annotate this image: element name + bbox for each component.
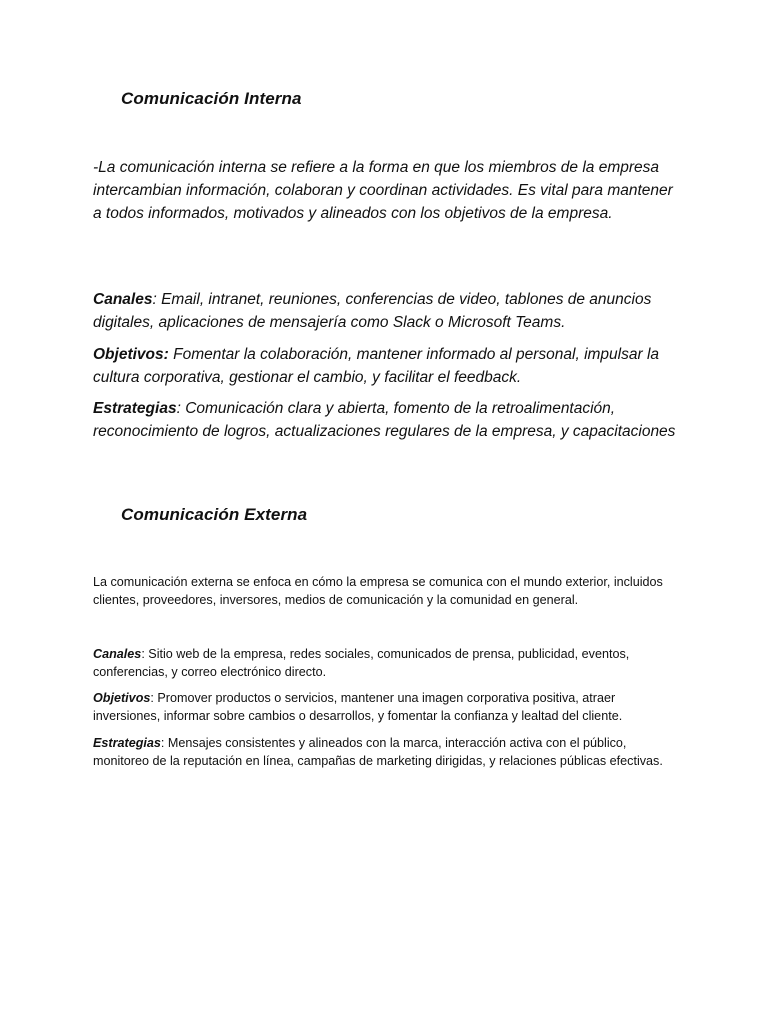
internal-estrategias-text: : Comunicación clara y abierta, fomento de la retroalimentación, reconocimiento de logros, actualizaciones regulares de la empresa, y capacitaciones <box>93 400 676 440</box>
external-estrategias-label: Estrategias <box>93 736 161 750</box>
internal-intro: -La comunicación interna se refiere a la forma en que los miembros de la empresa intercambian información, colaboran y coordinan actividades. Es vital para mantener a todos informados, motivados y alineados con los objetivos de la empresa. <box>93 159 673 222</box>
internal-heading: Comunicación Interna <box>121 89 302 108</box>
external-objetivos-label: Objetivos <box>93 691 151 705</box>
internal-canales-text: : Email, intranet, reuniones, conferencias de video, tablones de anuncios digitales, aplicaciones de mensajería como Slack o Microsoft Teams. <box>93 291 652 331</box>
internal-objetivos-paragraph <box>93 344 683 390</box>
external-objetivos-text: : Promover productos o servicios, mantener una imagen corporativa positiva, atraer inversiones, informar sobre cambios o desarrollos, y fomentar la confianza y lealtad del cliente. <box>93 691 623 723</box>
internal-canales-paragraph <box>93 289 683 335</box>
internal-objetivos-text: Fomentar la colaboración, mantener informado al personal, impulsar la cultura corporativa, gestionar el cambio, y facilitar el feedback. <box>93 346 660 386</box>
external-estrategias-text: : Mensajes consistentes y alineados con la marca, interacción activa con el público, monitoreo de la reputación en línea, campañas de marketing dirigidas, y relaciones públicas efectivas. <box>93 736 663 768</box>
internal-objetivos-label: Objetivos: <box>93 346 169 363</box>
internal-canales-label: Canales <box>93 291 153 308</box>
internal-estrategias-paragraph <box>93 398 683 444</box>
external-canales-label: Canales <box>93 647 142 661</box>
external-heading: Comunicación Externa <box>121 505 308 524</box>
external-canales-paragraph <box>93 646 683 682</box>
external-objetivos-paragraph <box>93 690 683 726</box>
external-estrategias-paragraph <box>93 735 683 771</box>
external-intro: La comunicación externa se enfoca en cómo la empresa se comunica con el mundo exterior, incluidos clientes, proveedores, inversores, medios de comunicación y la comunidad en general. <box>93 575 663 607</box>
external-canales-text: : Sitio web de la empresa, redes sociales, comunicados de prensa, publicidad, eventos, conferencias, y correo electrónico directo. <box>93 647 630 679</box>
internal-estrategias-label: Estrategias <box>93 400 177 417</box>
